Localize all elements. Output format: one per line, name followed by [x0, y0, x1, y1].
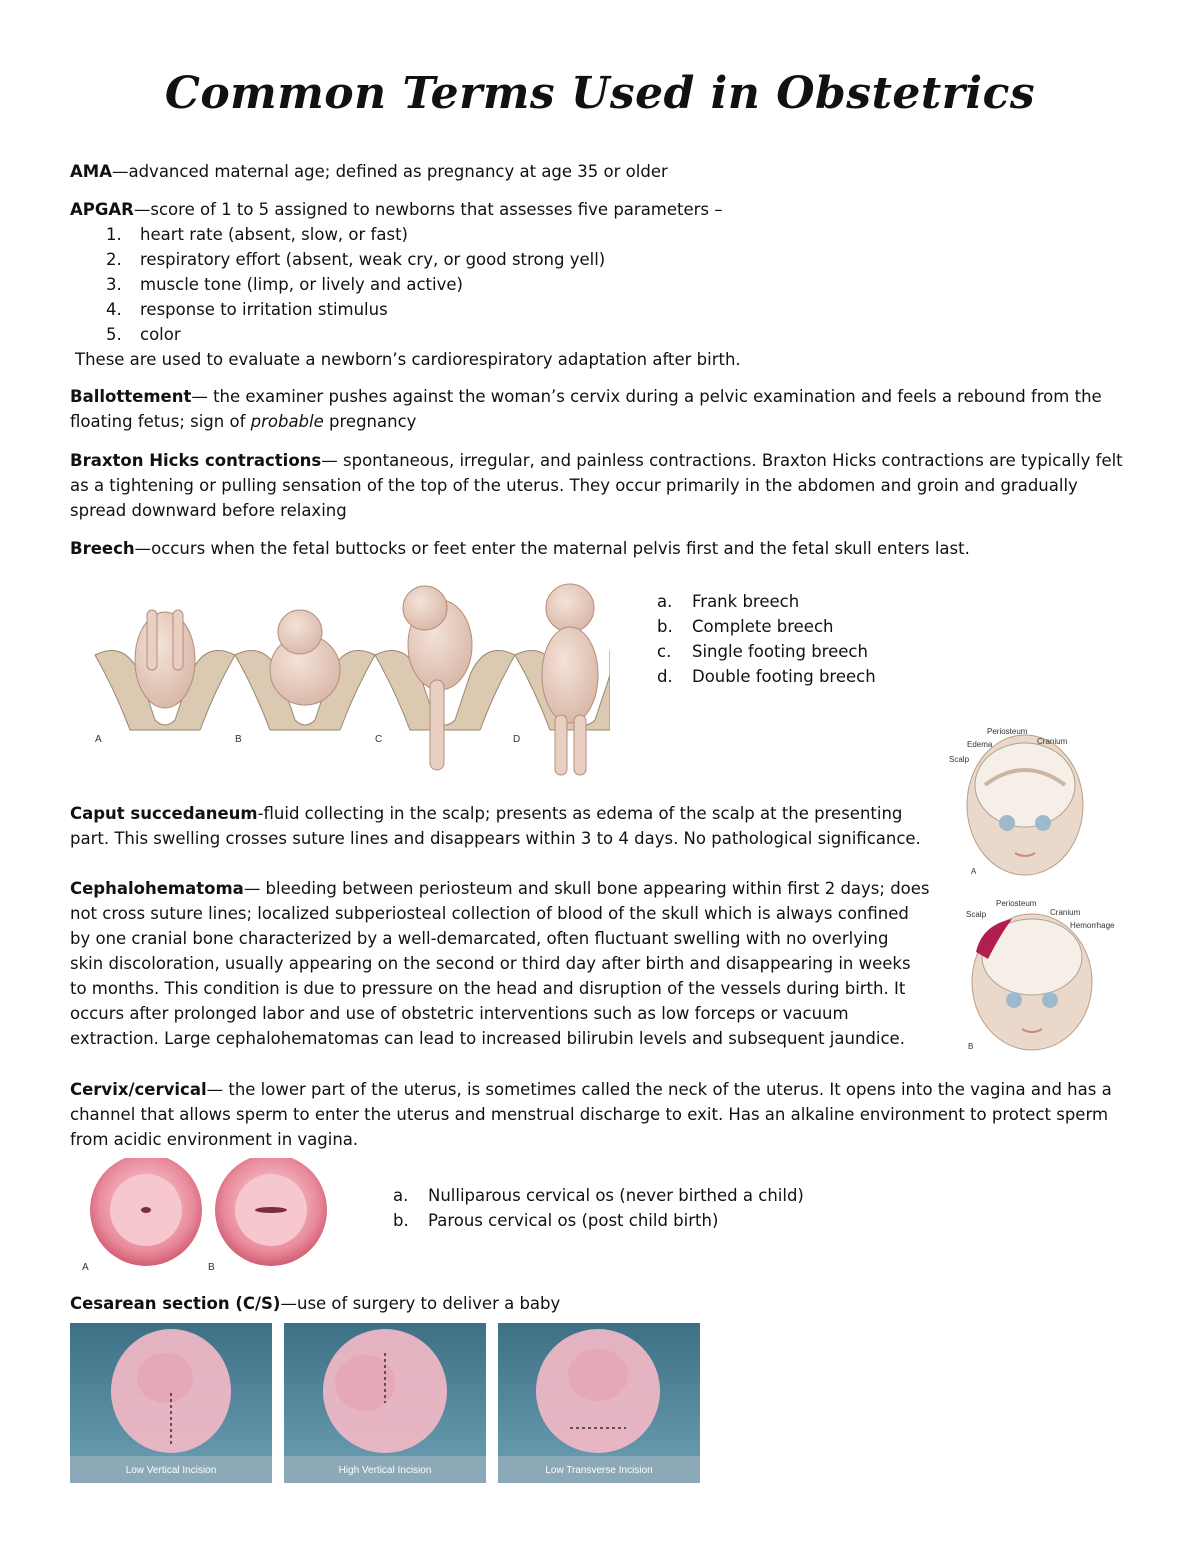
list-item	[657, 639, 957, 664]
ballottement-def: — the examiner pushes against the woman’s cervix during a pelvic examination and feels a rebound from the	[191, 387, 1102, 406]
cesarean-entry	[70, 1291, 560, 1316]
ballottement-emphasis: probable	[250, 412, 324, 431]
list-text: Complete breech	[692, 617, 834, 636]
apgar-def: —score of 1 to 5 assigned to newborns that assesses five parameters –	[133, 200, 723, 219]
cesarean-figure	[70, 1323, 700, 1483]
list-marker: a.	[393, 1186, 409, 1205]
cephalohematoma-def: — bleeding between periosteum and skull bone appearing within first 2 days; does	[243, 879, 930, 898]
list-text: heart rate (absent, slow, or fast)	[140, 225, 408, 244]
list-marker: 5.	[106, 325, 122, 344]
list-item	[393, 1183, 893, 1208]
breech-entry	[70, 536, 1140, 561]
caput-def: part. This swelling crosses suture lines and disappears within 3 to 4 days. No pathological significance.	[70, 829, 921, 848]
list-item	[70, 222, 970, 247]
list-text: Frank breech	[692, 592, 800, 611]
cephalohematoma-def: extraction. Large cephalohematomas can lead to increased bilirubin levels and subsequent jaundice.	[70, 1029, 905, 1048]
cephalohematoma-def: occurs after prolonged labor and use of obstetric interventions such as low forceps or vacuum	[70, 1004, 849, 1023]
list-item	[70, 297, 970, 322]
ama-term: AMA	[70, 162, 112, 181]
ballottement-entry	[70, 384, 1140, 434]
braxton-entry	[70, 448, 1140, 523]
list-marker: c.	[657, 642, 672, 661]
figure-label-a: A	[95, 734, 102, 745]
apgar-entry	[70, 197, 723, 222]
list-text: color	[140, 325, 181, 344]
braxton-def: — spontaneous, irregular, and painless contractions. Braxton Hicks contractions are typically felt	[321, 451, 1123, 470]
list-text: Double footing breech	[692, 667, 876, 686]
cervix-figure	[78, 1158, 338, 1278]
list-item	[657, 614, 957, 639]
pelvis-illustration-c	[375, 586, 515, 770]
label-scalp: Scalp	[949, 755, 970, 764]
low-vertical-incision-panel	[70, 1323, 272, 1483]
list-marker: 4.	[106, 300, 122, 319]
list-marker: d.	[657, 667, 673, 686]
breech-term: Breech	[70, 539, 135, 558]
cervix-def: from acidic environment in vagina.	[70, 1130, 359, 1149]
ballottement-def: pregnancy	[323, 412, 417, 431]
label-periosteum: Periosteum	[987, 727, 1028, 736]
cesarean-def: —use of surgery to deliver a baby	[280, 1294, 561, 1313]
braxton-def: spread downward before relaxing	[70, 501, 347, 520]
list-text: Nulliparous cervical os (never birthed a child)	[428, 1186, 804, 1205]
pelvis-illustration-b	[235, 610, 375, 730]
figure-label-d: D	[513, 734, 521, 745]
caput-term: Caput succedaneum	[70, 804, 258, 823]
list-item	[393, 1208, 893, 1233]
cephalohematoma-def: by one cranial bone characterized by a well-demarcated, often fluctuant swelling with no overlying	[70, 929, 889, 948]
list-item	[70, 272, 970, 297]
breech-types-list	[657, 589, 957, 689]
braxton-term: Braxton Hicks contractions	[70, 451, 322, 470]
figure-label-c: C	[375, 734, 383, 745]
list-item	[657, 589, 957, 614]
cervix-types-list	[393, 1183, 893, 1233]
breech-figure	[85, 580, 610, 780]
list-marker: b.	[393, 1211, 409, 1230]
low-transverse-incision-panel	[498, 1323, 700, 1483]
list-marker: 1.	[106, 225, 122, 244]
braxton-def: as a tightening or pulling sensation of the top of the uterus. They occur primarily in the abdomen and groin and gradually	[70, 476, 1078, 495]
cephalohematoma-def: to months. This condition is due to pressure on the head and disruption of the vessels during birth. It	[70, 979, 906, 998]
ballottement-def: floating fetus; sign of	[70, 412, 251, 431]
cephalohematoma-entry	[70, 876, 950, 1051]
incision-caption: Low Vertical Incision	[125, 1465, 217, 1476]
cervix-term: Cervix/cervical	[70, 1080, 207, 1099]
label-edema: Edema	[967, 740, 993, 749]
list-marker: b.	[657, 617, 673, 636]
ama-entry	[70, 159, 668, 184]
incision-caption: Low Transverse Incision	[545, 1465, 653, 1476]
caput-entry	[70, 801, 940, 851]
list-text: response to irritation stimulus	[140, 300, 388, 319]
breech-def: —occurs when the fetal buttocks or feet enter the maternal pelvis first and the fetal skull enters last.	[134, 539, 970, 558]
list-text: Single footing breech	[692, 642, 868, 661]
list-item	[657, 664, 957, 689]
cervix-entry	[70, 1077, 1145, 1152]
ballottement-term: Ballottement	[70, 387, 192, 406]
pelvis-illustration-d	[515, 584, 610, 775]
list-text: respiratory effort (absent, weak cry, or good strong yell)	[140, 250, 606, 269]
cephalohematoma-figure	[962, 897, 1132, 1057]
list-marker: 3.	[106, 275, 122, 294]
list-marker: a.	[657, 592, 673, 611]
cesarean-term: Cesarean section (C/S)	[70, 1294, 281, 1313]
figure-label-b: B	[208, 1262, 215, 1273]
cervix-def: channel that allows sperm to enter the uterus and menstrual discharge to exit. Has an alkaline environment to protect sperm	[70, 1105, 1109, 1124]
page-title: Common Terms Used in Obstetrics	[164, 68, 1036, 119]
list-item	[70, 247, 970, 272]
cephalohematoma-term: Cephalohematoma	[70, 879, 244, 898]
list-text: muscle tone (limp, or lively and active)	[140, 275, 463, 294]
high-vertical-incision-panel	[284, 1323, 486, 1483]
list-marker: 2.	[106, 250, 122, 269]
list-text: Parous cervical os (post child birth)	[428, 1211, 719, 1230]
pelvis-illustration-a	[95, 610, 235, 730]
label-periosteum: Periosteum	[996, 899, 1037, 908]
label-hemorrhage: Hemorrhage	[1070, 921, 1115, 930]
list-item	[70, 322, 970, 347]
caput-def: -fluid collecting in the scalp; presents as edema of the scalp at the presenting	[257, 804, 903, 823]
label-cranium: Cranium	[1050, 908, 1081, 917]
figure-letter: B	[968, 1042, 974, 1051]
cervix-def: — the lower part of the uterus, is sometimes called the neck of the uterus. It opens into the vagina and has a	[206, 1080, 1112, 1099]
cephalohematoma-def: not cross suture lines; localized subperiosteal collection of blood of the skull which is always confined	[70, 904, 909, 923]
figure-label-b: B	[235, 734, 242, 745]
apgar-term: APGAR	[70, 200, 134, 219]
label-scalp: Scalp	[966, 910, 987, 919]
apgar-note: These are used to evaluate a newborn’s cardiorespiratory adaptation after birth.	[75, 350, 741, 369]
ama-def: —advanced maternal age; defined as pregnancy at age 35 or older	[111, 162, 668, 181]
caput-figure	[945, 725, 1135, 880]
figure-letter: A	[971, 867, 977, 876]
cephalohematoma-def: skin discoloration, usually appearing on the second or third day after birth and disappearing in weeks	[70, 954, 911, 973]
label-cranium: Cranium	[1037, 737, 1068, 746]
apgar-list	[70, 222, 970, 347]
figure-label-a: A	[82, 1262, 89, 1273]
incision-caption: High Vertical Incision	[338, 1465, 432, 1476]
